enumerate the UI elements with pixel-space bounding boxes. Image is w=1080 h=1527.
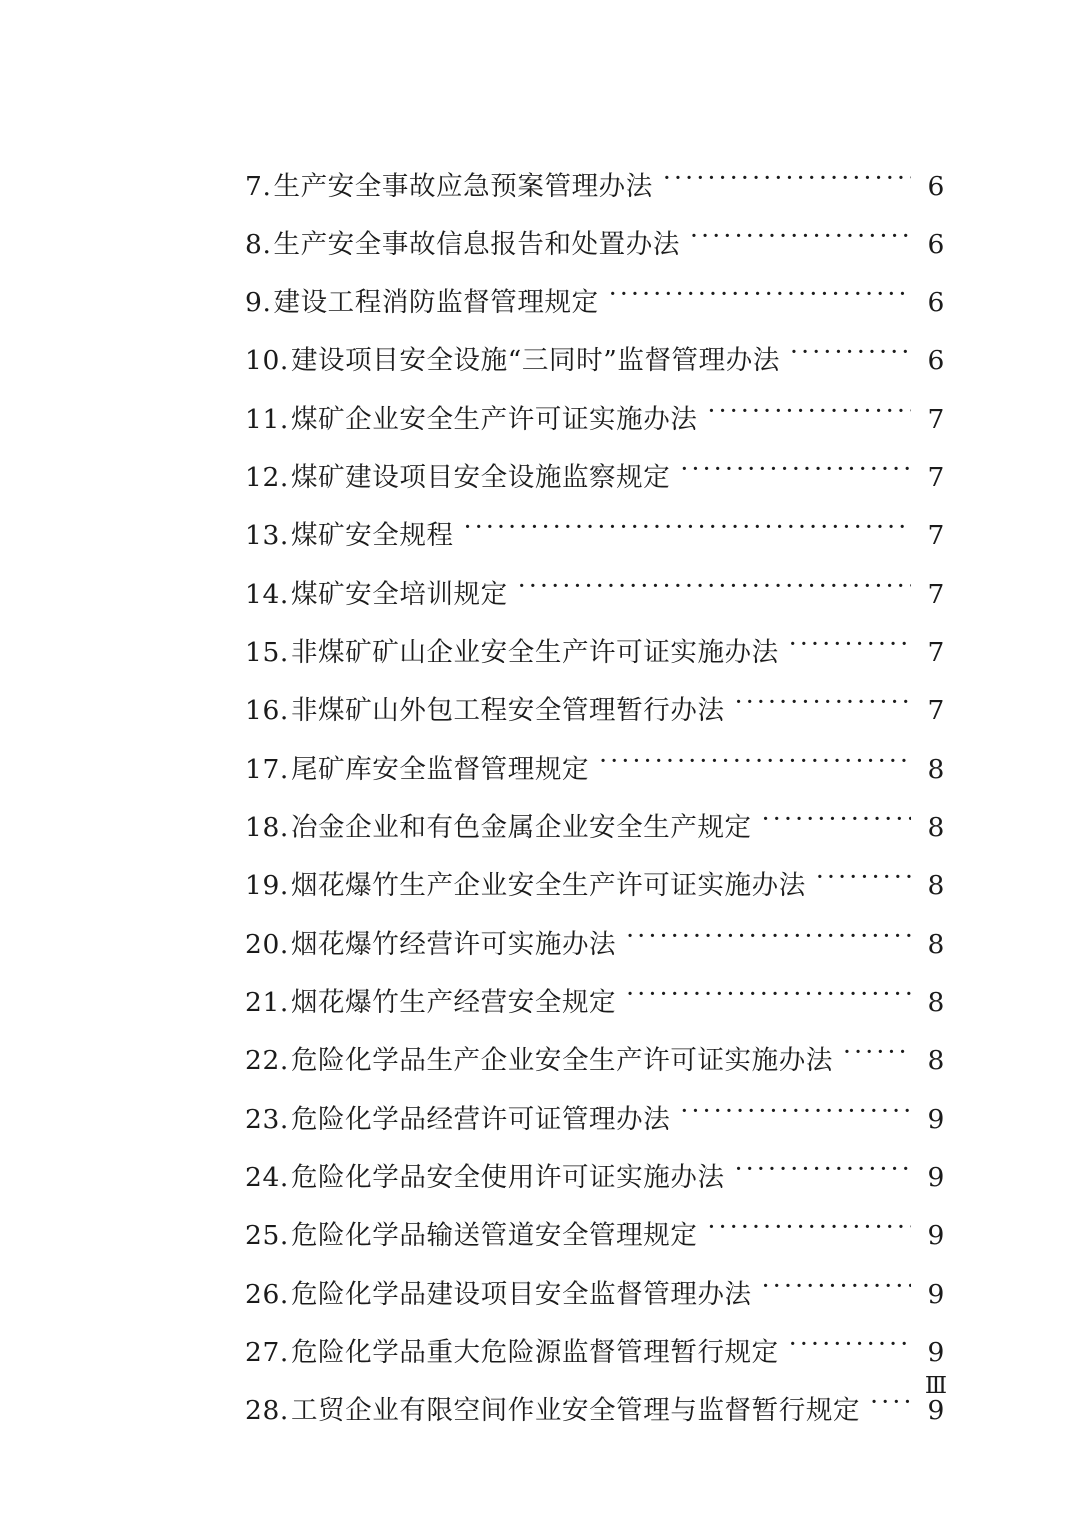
toc-entry-number: 10. xyxy=(245,345,289,377)
toc-leader-dots xyxy=(816,868,911,895)
toc-entry[interactable] xyxy=(245,168,945,203)
toc-entry-number: 22. xyxy=(245,1045,289,1077)
toc-entry-number: 8. xyxy=(245,228,272,260)
toc-entry[interactable] xyxy=(245,518,945,553)
toc-entry-page-number: 6 xyxy=(927,228,945,260)
toc-entry-number: 24. xyxy=(245,1162,289,1194)
toc-entry-page-number: 8 xyxy=(927,987,945,1019)
toc-entry-number: 9. xyxy=(245,287,272,319)
toc-leader-dots xyxy=(843,1043,911,1070)
toc-entry-page-number: 7 xyxy=(927,520,945,552)
toc-entry-number: 12. xyxy=(245,462,289,494)
toc-entry-page-number: 8 xyxy=(927,928,945,960)
toc-entry-number: 28. xyxy=(245,1395,289,1427)
toc-leader-dots xyxy=(680,1101,911,1128)
toc-entry-title: 煤矿企业安全生产许可证实施办法 xyxy=(290,403,698,435)
toc-entry-page-number: 8 xyxy=(927,753,945,785)
toc-entry-title: 煤矿建设项目安全设施监察规定 xyxy=(290,462,671,494)
toc-entry-title: 烟花爆竹经营许可实施办法 xyxy=(290,928,617,960)
toc-entry-page-number: 9 xyxy=(927,1395,945,1427)
toc-entry-page-number: 7 xyxy=(927,695,945,727)
toc-leader-dots xyxy=(680,460,911,487)
toc-leader-dots xyxy=(690,226,911,253)
toc-entry-number: 23. xyxy=(245,1103,289,1135)
toc-entry-title: 危险化学品建设项目安全监督管理办法 xyxy=(290,1278,752,1310)
toc-entry[interactable] xyxy=(245,693,945,728)
toc-leader-dots xyxy=(626,985,911,1012)
toc-entry-title: 煤矿安全规程 xyxy=(290,520,454,552)
toc-entry-number: 14. xyxy=(245,578,289,610)
toc-entry-title: 非煤矿矿山企业安全生产许可证实施办法 xyxy=(290,637,779,669)
toc-entry-page-number: 9 xyxy=(927,1337,945,1369)
toc-entry[interactable] xyxy=(245,926,945,961)
toc-entry-number: 7. xyxy=(245,170,272,202)
toc-entry-number: 26. xyxy=(245,1278,289,1310)
toc-entry[interactable] xyxy=(245,1043,945,1078)
toc-leader-dots xyxy=(762,810,911,837)
toc-leader-dots xyxy=(609,285,911,312)
toc-entry-title: 危险化学品输送管道安全管理规定 xyxy=(290,1220,698,1252)
toc-leader-dots xyxy=(762,1276,911,1303)
toc-entry-page-number: 6 xyxy=(927,287,945,319)
toc-entry[interactable] xyxy=(245,285,945,320)
toc-entry-title: 建设工程消防监督管理规定 xyxy=(273,287,599,319)
toc-entry-title: 烟花爆竹生产经营安全规定 xyxy=(290,987,617,1019)
toc-entry[interactable] xyxy=(245,635,945,670)
page-folio: Ⅲ xyxy=(924,1373,948,1399)
toc-entry-page-number: 6 xyxy=(927,170,945,202)
toc-entry-page-number: 9 xyxy=(927,1103,945,1135)
toc-entry-page-number: 7 xyxy=(927,637,945,669)
toc-entry-page-number: 7 xyxy=(927,462,945,494)
toc-entry[interactable] xyxy=(245,226,945,261)
toc-entry-number: 11. xyxy=(245,403,289,435)
toc-entry-page-number: 9 xyxy=(927,1162,945,1194)
table-of-contents xyxy=(245,168,945,1451)
toc-leader-dots xyxy=(599,751,911,778)
toc-entry[interactable] xyxy=(245,1218,945,1253)
toc-leader-dots xyxy=(735,1160,911,1187)
toc-entry-page-number: 9 xyxy=(927,1278,945,1310)
toc-entry-title: 危险化学品重大危险源监督管理暂行规定 xyxy=(290,1337,779,1369)
toc-entry-title: 危险化学品经营许可证管理办法 xyxy=(290,1103,671,1135)
toc-entry-number: 21. xyxy=(245,987,289,1019)
toc-leader-dots xyxy=(789,1335,911,1362)
toc-entry-page-number: 8 xyxy=(927,812,945,844)
toc-entry-number: 17. xyxy=(245,753,289,785)
toc-entry[interactable] xyxy=(245,751,945,786)
toc-entry[interactable] xyxy=(245,460,945,495)
toc-entry-number: 25. xyxy=(245,1220,289,1252)
toc-entry[interactable] xyxy=(245,1101,945,1136)
toc-entry[interactable] xyxy=(245,576,945,611)
toc-entry-title: 生产安全事故应急预案管理办法 xyxy=(273,170,653,202)
toc-entry-title: 建设项目安全设施“三同时”监督管理办法 xyxy=(290,345,780,377)
toc-entry-page-number: 9 xyxy=(927,1220,945,1252)
toc-entry-title: 危险化学品安全使用许可证实施办法 xyxy=(290,1162,725,1194)
toc-entry-number: 19. xyxy=(245,870,289,902)
toc-entry[interactable] xyxy=(245,1335,945,1370)
toc-entry-page-number: 6 xyxy=(927,345,945,377)
toc-leader-dots xyxy=(870,1393,911,1420)
toc-leader-dots xyxy=(789,635,911,662)
toc-entry-title: 煤矿安全培训规定 xyxy=(290,578,508,610)
toc-entry-number: 16. xyxy=(245,695,289,727)
toc-entry-title: 危险化学品生产企业安全生产许可证实施办法 xyxy=(290,1045,833,1077)
toc-entry-page-number: 7 xyxy=(927,578,945,610)
toc-entry[interactable] xyxy=(245,1160,945,1195)
toc-entry-number: 18. xyxy=(245,812,289,844)
toc-entry[interactable] xyxy=(245,810,945,845)
toc-entry[interactable] xyxy=(245,1276,945,1311)
toc-entry[interactable] xyxy=(245,985,945,1020)
toc-leader-dots xyxy=(464,518,911,545)
toc-entry-page-number: 8 xyxy=(927,870,945,902)
toc-entry-title: 工贸企业有限空间作业安全管理与监督暂行规定 xyxy=(290,1395,861,1427)
toc-leader-dots xyxy=(707,401,911,428)
toc-leader-dots xyxy=(735,693,911,720)
toc-entry[interactable] xyxy=(245,401,945,436)
toc-entry[interactable] xyxy=(245,1393,945,1428)
toc-entry[interactable] xyxy=(245,343,945,378)
toc-entry-number: 20. xyxy=(245,928,289,960)
toc-entry-number: 27. xyxy=(245,1337,289,1369)
toc-entry-title: 烟花爆竹生产企业安全生产许可证实施办法 xyxy=(290,870,806,902)
toc-entry-title: 非煤矿山外包工程安全管理暂行办法 xyxy=(290,695,725,727)
toc-leader-dots xyxy=(707,1218,911,1245)
toc-entry-title: 尾矿库安全监督管理规定 xyxy=(290,753,590,785)
toc-leader-dots xyxy=(790,343,911,370)
toc-entry-title: 生产安全事故信息报告和处置办法 xyxy=(273,228,680,260)
toc-entry-number: 15. xyxy=(245,637,289,669)
toc-entry-number: 13. xyxy=(245,520,289,552)
toc-leader-dots xyxy=(626,926,911,953)
toc-entry[interactable] xyxy=(245,868,945,903)
toc-entry-page-number: 8 xyxy=(927,1045,945,1077)
toc-leader-dots xyxy=(518,576,911,603)
toc-entry-page-number: 7 xyxy=(927,403,945,435)
toc-leader-dots xyxy=(663,168,911,195)
toc-entry-title: 冶金企业和有色金属企业安全生产规定 xyxy=(290,812,752,844)
